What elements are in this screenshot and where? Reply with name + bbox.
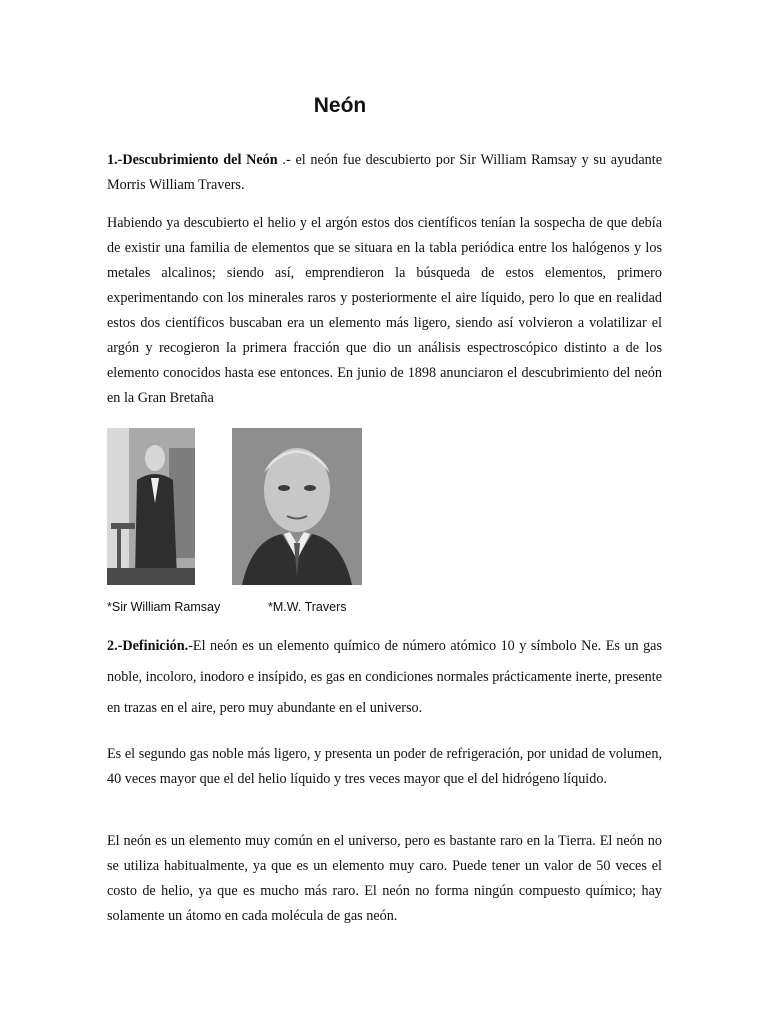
section-1-paragraph xyxy=(107,148,662,198)
paragraph-abundance xyxy=(107,829,662,929)
paragraph-discovery xyxy=(107,211,662,411)
ramsay-portrait-icon xyxy=(107,428,195,585)
section-1-text: .- el neón fue descubierto por Sir William Ramsay y su ayudante Morris William Travers. xyxy=(107,152,663,193)
paragraph-2-text: Es el segundo gas noble más ligero, y presenta un poder de refrigeración, por unidad de volumen, 40 veces mayor que el del helio líquido y tres veces mayor que el del hidrógeno líquido. xyxy=(107,746,662,787)
photo-william-ramsay xyxy=(107,428,195,585)
section-1 xyxy=(107,148,662,198)
travers-caption: *M.W. Travers xyxy=(268,600,347,614)
section-2-paragraph xyxy=(107,631,662,724)
section-2-heading: 2.-Definición. xyxy=(107,638,189,654)
paragraph-refrigeration xyxy=(107,742,662,792)
section-2 xyxy=(107,631,662,724)
paragraph-1-text: Habiendo ya descubierto el helio y el argón estos dos científicos tenían la sospecha de que debía de existir una familia de elementos que se situara en la tabla periódica entre los halógenos y los metales alcalinos; siendo así, emprendieron la búsqueda de estos elementos, primero experimentando con los minerales raros y posteriormente el aire líquido, pero lo que en realidad estos dos científicos buscaban era un elemento más ligero, siendo así volvieron a volatilizar el argón y recogieron la primera fracción que dio un análisis espectroscópico distinto a de los elemento conocidos hasta ese entonces. En junio de 1898 anunciaron el descubrimiento del neón en la Gran Bretaña xyxy=(107,215,662,406)
ramsay-caption: *Sir William Ramsay xyxy=(107,600,221,614)
section-2-text: -El neón es un elemento químico de número atómico 10 y símbolo Ne. Es un gas noble, incoloro, inodoro e insípido, es gas en condiciones normales prácticamente inerte, presente en trazas en el aire, pero muy abundante en el universo. xyxy=(107,638,662,716)
photo-mw-travers xyxy=(232,428,362,585)
page-title: Neón xyxy=(313,94,367,117)
section-1-heading: 1.-Descubrimiento del Neón xyxy=(107,152,278,168)
travers-portrait-icon xyxy=(232,428,362,585)
paragraph-3-text: El neón es un elemento muy común en el universo, pero es bastante raro en la Tierra. El neón no se utiliza habitualmente, ya que es un elemento muy caro. Puede tener un valor de 50 veces el costo de helio, ya que es mucho más raro. El neón no forma ningún compuesto químico; hay solamente un átomo en cada molécula de gas neón. xyxy=(107,833,662,924)
